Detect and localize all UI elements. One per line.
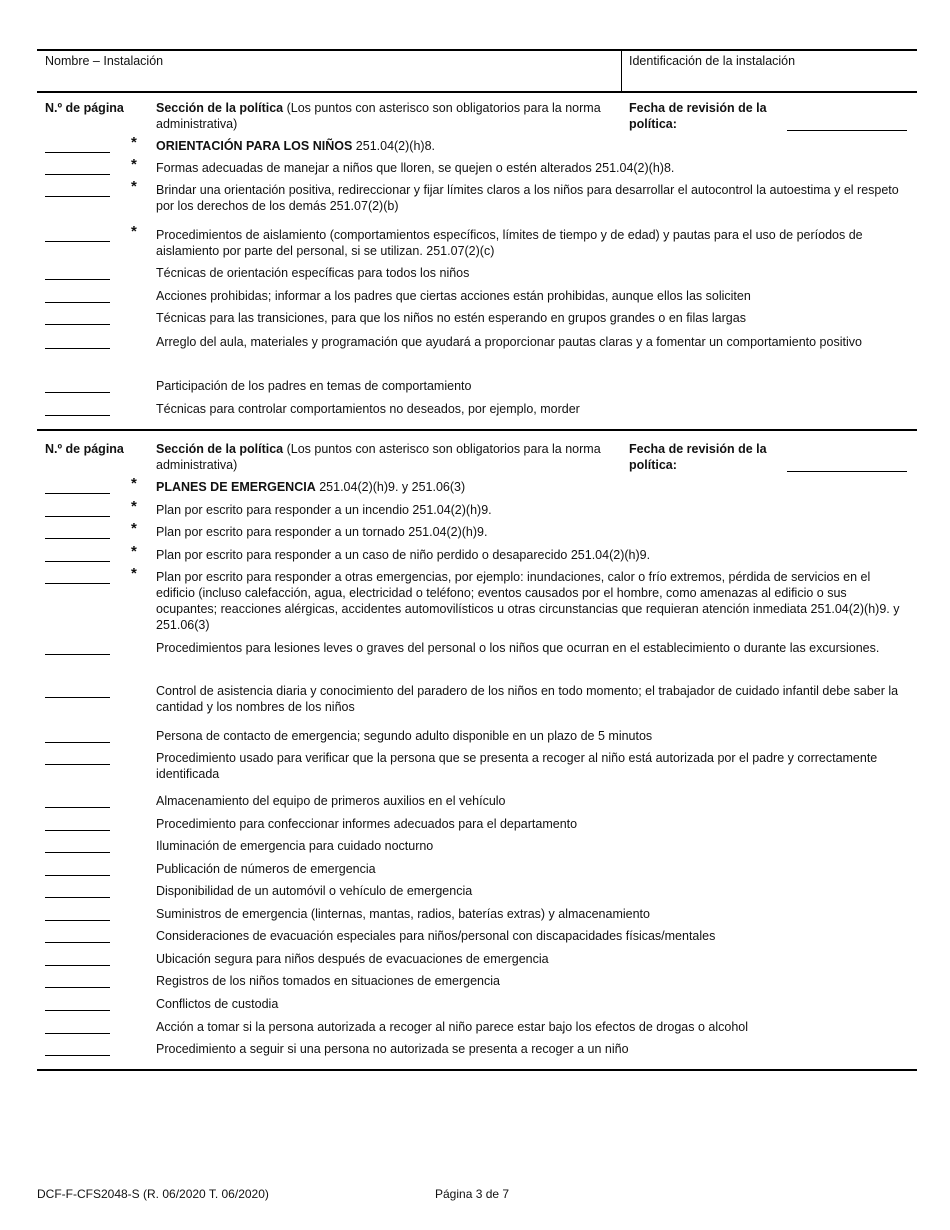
policy-item-text	[156, 401, 911, 417]
required-asterisk: *	[131, 134, 137, 151]
page-number-field[interactable]	[45, 174, 110, 175]
policy-item-desc: Formas adecuadas de manejar a niños que lloren, se quejen o estén alterados 251.04(2)(h)8.	[156, 161, 675, 175]
page-number-field[interactable]	[45, 1033, 110, 1034]
col-page-number: N.º de página	[45, 101, 124, 115]
policy-item-text	[156, 265, 911, 281]
policy-item-desc: 251.04(2)(h)9. y 251.06(3)	[315, 480, 466, 494]
policy-item-heading: ORIENTACIÓN PARA LOS NIÑOS	[156, 139, 353, 153]
facility-id-label: Identificación de la instalación	[629, 54, 796, 68]
required-asterisk: *	[131, 565, 137, 582]
policy-item-text	[156, 750, 911, 782]
page-number-field[interactable]	[45, 348, 110, 349]
policy-item-desc: Conflictos de custodia	[156, 997, 279, 1011]
required-asterisk: *	[131, 498, 137, 515]
policy-item-desc: Procedimiento usado para verificar que la persona que se presenta a recoger al niño está autorizada por el padre y correctamente identificada	[156, 751, 878, 781]
policy-item-text	[156, 138, 911, 154]
policy-item-text	[156, 996, 911, 1012]
policy-item-text	[156, 640, 911, 656]
policy-item-desc: 251.04(2)(h)8.	[352, 139, 435, 153]
policy-item-text	[156, 951, 911, 967]
policy-item-desc: Registros de los niños tomados en situaciones de emergencia	[156, 974, 500, 988]
col-revision-date: Fecha de revisión de la política:	[629, 442, 767, 472]
policy-item-text	[156, 1019, 911, 1035]
page-number-field[interactable]	[45, 1010, 110, 1011]
page-number-field[interactable]	[45, 241, 110, 242]
page-number-field[interactable]	[45, 392, 110, 393]
section-emergency	[37, 441, 917, 1056]
page-number-field[interactable]	[45, 654, 110, 655]
policy-item-desc: Persona de contacto de emergencia; segundo adulto disponible en un plazo de 5 minutos	[156, 729, 653, 743]
policy-item-desc: Consideraciones de evacuación especiales para niños/personal con discapacidades físicas/mentales	[156, 929, 716, 943]
page-number-field[interactable]	[45, 561, 110, 562]
revision-date-field[interactable]	[787, 471, 907, 472]
page-number-field[interactable]	[45, 1055, 110, 1056]
policy-item-text	[156, 1041, 911, 1057]
policy-item-text	[156, 547, 911, 563]
page-number-field[interactable]	[45, 538, 110, 539]
policy-item-text	[156, 973, 911, 989]
bottom-rule	[37, 1069, 917, 1071]
form-id: DCF-F-CFS2048-S (R. 06/2020 T. 06/2020)	[37, 1187, 269, 1201]
col-policy-bold: Sección de la política	[156, 442, 284, 456]
page-number-field[interactable]	[45, 852, 110, 853]
policy-item-desc: Procedimiento para confeccionar informes adecuados para el departamento	[156, 817, 578, 831]
page-number-field[interactable]	[45, 493, 110, 494]
required-asterisk: *	[131, 178, 137, 195]
col-policy-section	[156, 100, 606, 132]
policy-item-text	[156, 310, 911, 326]
policy-item-text	[156, 160, 911, 176]
col-revision-date: Fecha de revisión de la política:	[629, 101, 767, 131]
policy-item-heading: PLANES DE EMERGENCIA	[156, 480, 316, 494]
page-number-field[interactable]	[45, 516, 110, 517]
page-number-field[interactable]	[45, 324, 110, 325]
page-number-field[interactable]	[45, 742, 110, 743]
policy-item-text	[156, 728, 911, 744]
policy-item-desc: Acciones prohibidas; informar a los padres que ciertas acciones están prohibidas, aunque ellos las soliciten	[156, 289, 751, 303]
policy-item-text	[156, 793, 911, 809]
page-number-field[interactable]	[45, 807, 110, 808]
policy-item-text	[156, 816, 911, 832]
policy-item-desc: Participación de los padres en temas de comportamiento	[156, 379, 472, 393]
section-guidance	[37, 100, 917, 416]
policy-item-desc: Acción a tomar si la persona autorizada a recoger al niño parece estar bajo los efectos de drogas o alcohol	[156, 1020, 749, 1034]
policy-item-desc: Suministros de emergencia (linternas, mantas, radios, baterías extras) y almacenamiento	[156, 907, 650, 921]
page-number-field[interactable]	[45, 152, 110, 153]
policy-item-desc: Ubicación segura para niños después de evacuaciones de emergencia	[156, 952, 549, 966]
col-policy-rest: (Los puntos con asterisco son obligatorios para la norma administrativa)	[156, 442, 601, 472]
page-number-field[interactable]	[45, 942, 110, 943]
policy-item-text	[156, 502, 911, 518]
facility-header	[37, 49, 917, 93]
policy-item-text	[156, 683, 911, 715]
policy-item-desc: Plan por escrito para responder a un incendio 251.04(2)(h)9.	[156, 503, 492, 517]
policy-item-desc: Procedimiento a seguir si una persona no autorizada se presenta a recoger a un niño	[156, 1042, 629, 1056]
page-number-field[interactable]	[45, 830, 110, 831]
policy-item-text	[156, 883, 911, 899]
policy-item-text	[156, 334, 911, 350]
policy-item-desc: Procedimientos para lesiones leves o graves del personal o los niños que ocurran en el establecimiento o durante las excursiones.	[156, 641, 880, 655]
required-asterisk: *	[131, 520, 137, 537]
page-number-field[interactable]	[45, 920, 110, 921]
page-number-field[interactable]	[45, 764, 110, 765]
policy-item-desc: Iluminación de emergencia para cuidado nocturno	[156, 839, 434, 853]
col-policy-bold: Sección de la política	[156, 101, 284, 115]
policy-item-desc: Publicación de números de emergencia	[156, 862, 376, 876]
section-header	[37, 441, 917, 477]
page-number-field[interactable]	[45, 987, 110, 988]
policy-item-desc: Plan por escrito para responder a un caso de niño perdido o desaparecido 251.04(2)(h)9.	[156, 548, 651, 562]
policy-item-desc: Técnicas para controlar comportamientos no deseados, por ejemplo, morder	[156, 402, 580, 416]
policy-item-desc: Control de asistencia diaria y conocimiento del paradero de los niños en todo momento; el trabajador de cuidado infantil debe saber la cantidad y los nombres de los niños	[156, 684, 899, 714]
required-asterisk: *	[131, 156, 137, 173]
policy-item-desc: Disponibilidad de un automóvil o vehículo de emergencia	[156, 884, 473, 898]
policy-item-desc: Arreglo del aula, materiales y programación que ayudará a proporcionar pautas claras y a fomentar un comportamiento positivo	[156, 335, 862, 349]
policy-item-text	[156, 569, 911, 633]
page-number-field[interactable]	[45, 279, 110, 280]
policy-item-desc: Plan por escrito para responder a un tornado 251.04(2)(h)9.	[156, 525, 488, 539]
page-number-field[interactable]	[45, 583, 110, 584]
page-number-field[interactable]	[45, 697, 110, 698]
policy-item-text	[156, 182, 911, 214]
col-policy-section	[156, 441, 606, 473]
policy-item-text	[156, 227, 911, 259]
policy-item-text	[156, 288, 911, 304]
facility-name-label: Nombre – Instalación	[45, 54, 164, 68]
required-asterisk: *	[131, 475, 137, 492]
page-number: Página 3 de 7	[435, 1187, 510, 1201]
section-divider	[37, 429, 917, 431]
policy-item-text	[156, 838, 911, 854]
page-number-field[interactable]	[45, 897, 110, 898]
policy-item-text	[156, 928, 911, 944]
section-header	[37, 100, 917, 136]
policy-item-desc: Plan por escrito para responder a otras emergencias, por ejemplo: inundaciones, calor o frío extremos, pérdida de servicios en el edificio (incluso calefacción, agua, electricidad o teléfono; eventos causados por el hombre, como amenazas al edificio o sus ocupantes; reacciones alérgicas, accidentes automovilísticos u otras circunstancias que requieran atención inmediata 251.04(2)(h)9. y 251.06(3)	[156, 570, 900, 632]
policy-item-text	[156, 861, 911, 877]
policy-item-text	[156, 524, 911, 540]
policy-item-text	[156, 479, 911, 495]
policy-item-desc: Técnicas para las transiciones, para que los niños no estén esperando en grupos grandes o en filas largas	[156, 311, 746, 325]
page-number-field[interactable]	[45, 415, 110, 416]
header-divider	[621, 51, 622, 91]
col-page-number: N.º de página	[45, 442, 124, 456]
policy-item-desc: Brindar una orientación positiva, redireccionar y fijar límites claros a los niños para desarrollar el autocontrol la autoestima y el respeto por los derechos de los demás 251.07(2)(b)	[156, 183, 899, 213]
required-asterisk: *	[131, 543, 137, 560]
policy-item-desc: Técnicas de orientación específicas para todos los niños	[156, 266, 470, 280]
page-number-field[interactable]	[45, 302, 110, 303]
page-number-field[interactable]	[45, 196, 110, 197]
policy-item-text	[156, 906, 911, 922]
page-number-field[interactable]	[45, 875, 110, 876]
policy-item-text	[156, 378, 911, 394]
page-number-field[interactable]	[45, 965, 110, 966]
policy-item-desc: Procedimientos de aislamiento (comportamientos específicos, límites de tiempo y de edad) y pautas para el uso de períodos de aislamiento por parte del personal, si se utilizan. 251.07(2)(c)	[156, 228, 863, 258]
required-asterisk: *	[131, 223, 137, 240]
revision-date-field[interactable]	[787, 130, 907, 131]
col-policy-rest: (Los puntos con asterisco son obligatorios para la norma administrativa)	[156, 101, 601, 131]
policy-item-desc: Almacenamiento del equipo de primeros auxilios en el vehículo	[156, 794, 506, 808]
